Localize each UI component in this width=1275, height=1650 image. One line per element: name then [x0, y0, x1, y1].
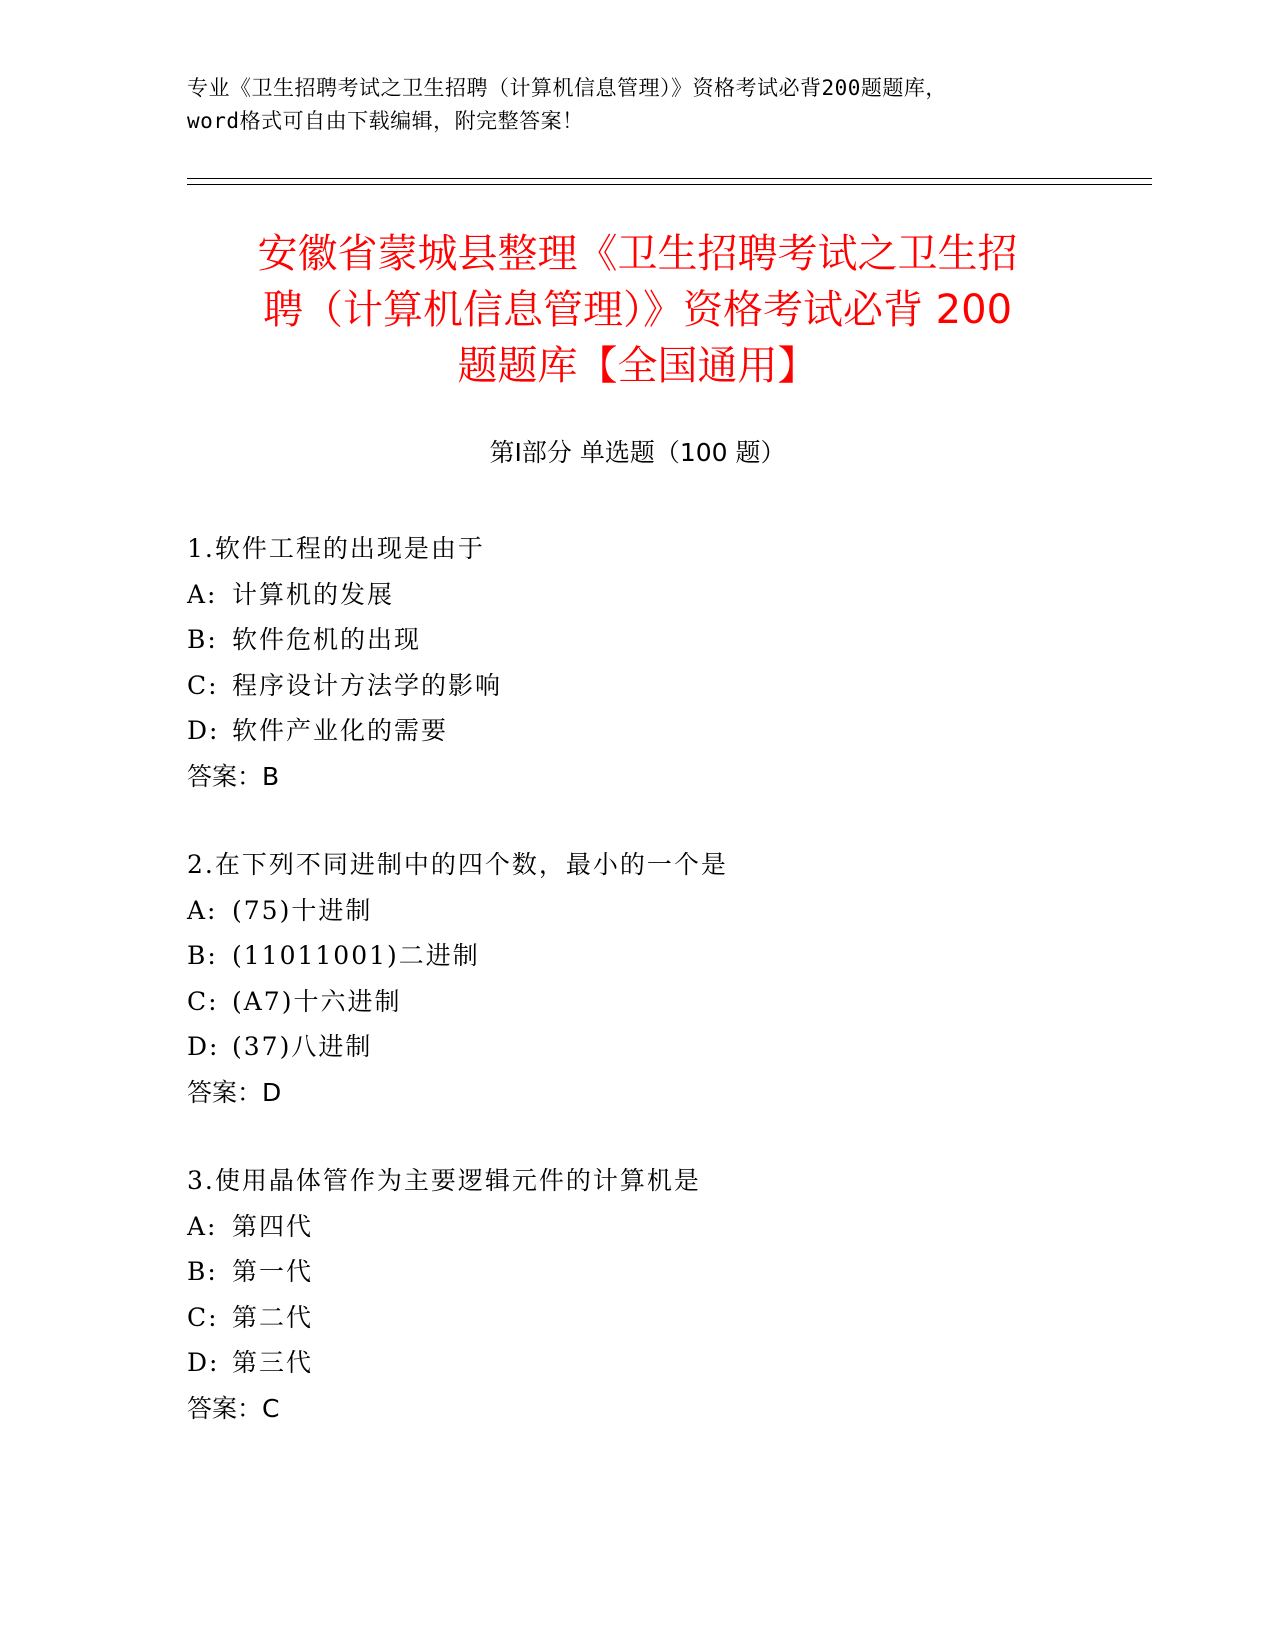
question-stem: 2.在下列不同进制中的四个数，最小的一个是 — [187, 850, 728, 879]
option-letter: B: — [187, 941, 218, 970]
question-stem: 1.软件工程的出现是由于 — [187, 534, 485, 563]
option-b — [187, 1249, 1137, 1295]
answer: 答案：C — [187, 1393, 280, 1423]
option-a — [187, 1204, 1137, 1250]
option-letter: D: — [187, 1348, 220, 1377]
option-b — [187, 617, 1137, 663]
option-text: 计算机的发展 — [232, 579, 395, 609]
option-letter: C: — [187, 1302, 219, 1332]
header-note-line-2: word格式可自由下载编辑，附完整答案！ — [187, 109, 584, 133]
option-text: 软件危机的出现 — [232, 625, 422, 654]
option-a — [187, 888, 1137, 934]
option-letter: C: — [187, 670, 219, 700]
header-note — [187, 72, 1087, 138]
option-text: (A7)十六进制 — [232, 986, 402, 1016]
option-d — [187, 708, 1137, 754]
option-text: 第三代 — [232, 1348, 314, 1377]
option-letter: B: — [187, 1257, 218, 1286]
document-title-line-2: 聘（计算机信息管理）》资格考试必背 200 — [262, 287, 1013, 333]
option-text: 第二代 — [232, 1302, 314, 1332]
option-letter: A: — [187, 1211, 218, 1241]
option-c — [187, 979, 1137, 1025]
document-title — [170, 226, 1105, 394]
option-text: (75)十进制 — [232, 895, 373, 925]
option-letter: D: — [187, 716, 220, 745]
document-title-line-1: 安徽省蒙城县整理《卫生招聘考试之卫生招 — [257, 231, 1018, 277]
option-text: (11011001)二进制 — [232, 941, 480, 970]
answer: 答案：B — [187, 761, 280, 791]
question-1 — [187, 526, 1137, 799]
option-text: 第一代 — [232, 1257, 314, 1286]
option-text: 程序设计方法学的影响 — [232, 670, 503, 700]
section-title: 第Ⅰ部分 单选题（100 题） — [489, 438, 786, 467]
option-letter: A: — [187, 579, 218, 609]
option-c — [187, 1295, 1137, 1341]
header-divider-top — [187, 178, 1152, 179]
option-b — [187, 933, 1137, 979]
option-d — [187, 1024, 1137, 1070]
option-a — [187, 572, 1137, 618]
document-title-line-3: 题题库【全国通用】 — [457, 343, 818, 389]
question-3 — [187, 1158, 1137, 1431]
question-list — [187, 526, 1137, 1474]
option-letter: B: — [187, 625, 218, 654]
option-letter: D: — [187, 1032, 220, 1061]
option-letter: C: — [187, 986, 219, 1016]
option-c — [187, 663, 1137, 709]
option-text: 第四代 — [232, 1211, 314, 1241]
question-2 — [187, 842, 1137, 1115]
option-letter: A: — [187, 895, 218, 925]
answer: 答案：D — [187, 1077, 282, 1107]
option-text: 软件产业化的需要 — [232, 716, 449, 745]
header-note-line-1: 专业《卫生招聘考试之卫生招聘（计算机信息管理）》资格考试必背200题题库， — [187, 76, 947, 100]
header-divider-bottom — [187, 184, 1152, 185]
option-text: (37)八进制 — [232, 1032, 373, 1061]
option-d — [187, 1340, 1137, 1386]
question-stem: 3.使用晶体管作为主要逻辑元件的计算机是 — [187, 1166, 701, 1195]
